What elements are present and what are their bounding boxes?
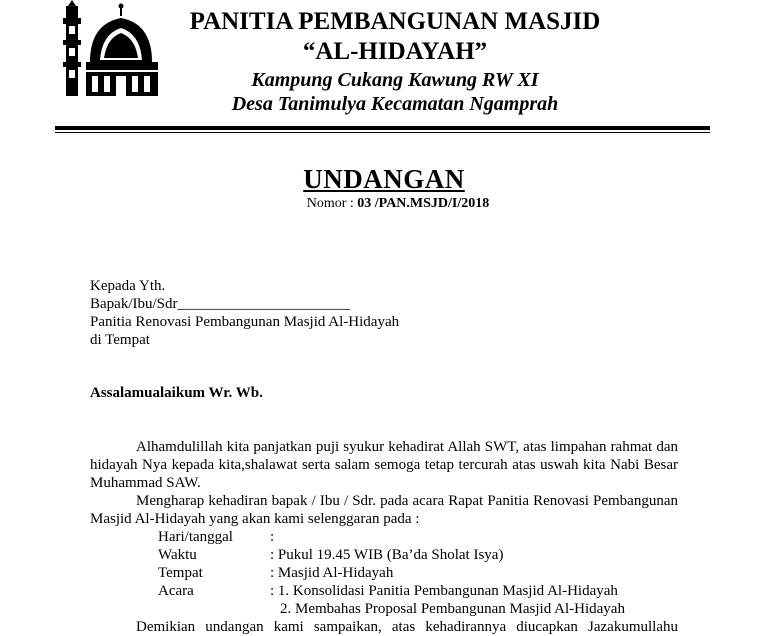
greeting: Assalamualaikum Wr. Wb. [90,385,263,401]
recipient-line-4: di Tempat [90,332,150,348]
paragraph-2-line-1: Mengharap kehadiran bapak / Ibu / Sdr. pada acara Rapat Panitia Renovasi Pembangunan [136,493,678,509]
paragraph-1-line-1: Alhamdulillah kita panjatkan puji syukur kehadirat Allah SWT, atas limpahan rahmat dan [136,439,678,455]
detail-label-waktu: Waktu [158,547,197,563]
recipient-line-2: Bapak/Ibu/Sdr_______________________ [90,296,350,312]
detail-value-tempat: : Masjid Al-Hidayah [270,565,394,581]
masjid-name: “AL-HIDAYAH” [302,38,488,65]
paragraph-1-line-2: hidayah Nya kepada kita,shalawat serta salam semoga tetap tercurah atas uswah kita Nabi Besar [90,457,678,473]
closing-line: Demikian undangan kami sampaikan, atas kehadirannya diucapkan Jazakumullahu [136,619,678,635]
detail-label-hari: Hari/tanggal [158,529,233,545]
org-name: PANITIA PEMBANGUNAN MASJID [189,8,601,35]
letterhead-divider-thin [55,132,710,133]
detail-value-acara: : 1. Konsolidasi Panitia Pembangunan Masjid Al-Hidayah [270,583,618,599]
nomor-label: Nomor : [306,196,358,211]
paragraph-2-line-2: Masjid Al-Hidayah yang akan kami selenggaran pada : [90,511,420,527]
recipient-line-3: Panitia Renovasi Pembangunan Masjid Al-Hidayah [90,314,400,330]
address-line-1: Kampung Cukang Kawung RW XI [251,69,539,91]
paragraph-1-line-3: Muhammad SAW. [90,475,201,491]
detail-label-tempat: Tempat [158,565,203,581]
detail-value-hari: : [270,529,275,545]
recipient-line-1: Kepada Yth. [90,278,166,294]
detail-label-acara: Acara [158,583,194,599]
document-title: UNDANGAN [303,164,465,194]
letterhead-divider-thick [55,126,710,130]
detail-value-waktu: : Pukul 19.45 WIB (Ba’da Sholat Isya) [270,547,504,563]
nomor-value: 03 /PAN.MSJD/I/2018 [357,196,490,211]
mosque-logo-icon [60,0,164,100]
document-number [0,196,768,212]
acara-item-2: 2. Membahas Proposal Pembangunan Masjid Al-Hidayah [280,601,625,617]
address-line-2: Desa Tanimulya Kecamatan Ngamprah [231,93,559,115]
